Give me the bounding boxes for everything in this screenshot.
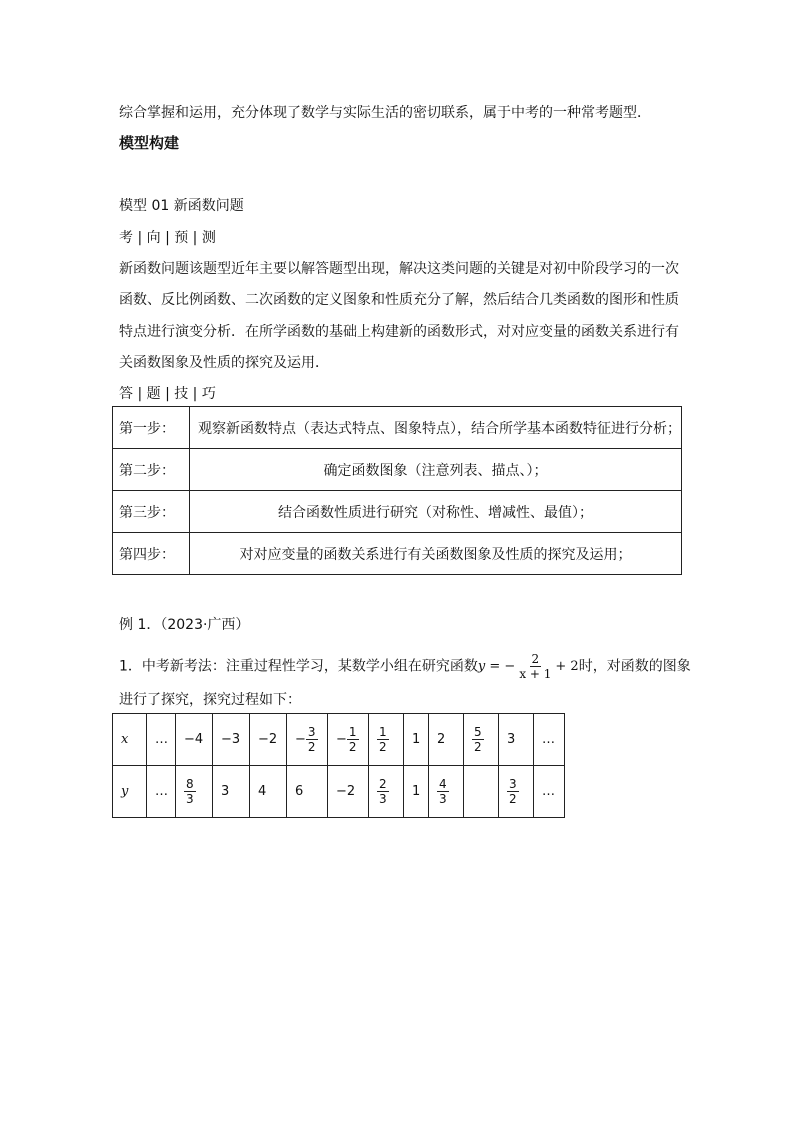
fraction-numerator: 1	[379, 725, 387, 739]
step-key: 第四步：	[113, 533, 190, 575]
forecast-label: 考 | 向 | 预 | 测	[119, 230, 216, 246]
problem-statement	[119, 652, 691, 681]
formula-lhs: y = −	[477, 658, 516, 674]
x-header: x	[113, 714, 147, 766]
problem-lead: 1．中考新考法：注重过程性学习，某数学小组在研究函数	[119, 658, 478, 675]
fraction-denominator: 2	[348, 740, 357, 754]
cell-fraction	[347, 725, 359, 754]
x-cell	[328, 714, 369, 766]
section-title: 模型构建	[119, 134, 180, 152]
step-row	[113, 449, 682, 491]
x-cell	[287, 714, 328, 766]
y-header: y	[113, 766, 147, 818]
fraction-numerator: 3	[509, 777, 517, 791]
cell-sign: −	[295, 732, 306, 747]
step-value: 对对应变量的函数关系进行有关函数图象及性质的探究及运用；	[190, 533, 682, 575]
y-cell: 4	[250, 766, 287, 818]
x-cell: 3	[499, 714, 534, 766]
y-cell: …	[534, 766, 565, 818]
fraction-denominator: 3	[439, 792, 447, 806]
y-cell: …	[147, 766, 176, 818]
step-row	[113, 491, 682, 533]
step-value: 观察新函数特点（表达式特点、图象特点），结合所学基本函数特征进行分析；	[190, 407, 682, 449]
steps-table	[112, 406, 682, 575]
x-cell: −2	[250, 714, 287, 766]
step-key: 第二步：	[113, 449, 190, 491]
fraction-numerator: 8	[186, 777, 194, 791]
fraction-denominator: 3	[379, 792, 387, 806]
forecast-line: 新函数问题该题型近年主要以解答题型出现，解决这类问题的关键是对初中阶段学习的一次	[119, 261, 679, 277]
x-cell: 1	[404, 714, 429, 766]
y-cell: 1	[404, 766, 429, 818]
x-cell: −3	[213, 714, 250, 766]
y-cell	[369, 766, 404, 818]
y-cell: 6	[287, 766, 328, 818]
y-cell	[464, 766, 499, 818]
fraction-numerator: 4	[439, 777, 447, 791]
x-cell: 2	[429, 714, 464, 766]
y-row	[113, 766, 565, 818]
cell-fraction	[507, 777, 519, 806]
function-formula	[478, 652, 579, 681]
step-key: 第一步：	[113, 407, 190, 449]
formula-fraction	[517, 652, 553, 681]
step-row	[113, 407, 682, 449]
cell-fraction	[437, 777, 449, 806]
step-row	[113, 533, 682, 575]
y-cell: 3	[213, 766, 250, 818]
step-value: 结合函数性质进行研究（对称性、增减性、最值）；	[190, 491, 682, 533]
problem-line2: 进行了探究，探究过程如下：	[119, 692, 301, 708]
fraction-denominator: 2	[509, 792, 517, 806]
formula-rhs: + 2	[555, 658, 579, 674]
cell-fraction	[472, 725, 484, 754]
fraction-denominator: 2	[474, 740, 482, 754]
model-title: 模型 01 新函数问题	[119, 198, 244, 214]
y-cell	[499, 766, 534, 818]
fraction-denominator: 2	[307, 740, 316, 754]
x-row	[113, 714, 565, 766]
fraction-numerator: 5	[474, 725, 482, 739]
fraction-denominator: 2	[379, 740, 387, 754]
step-value: 确定函数图象（注意列表、描点、）；	[190, 449, 682, 491]
step-key: 第三步：	[113, 491, 190, 533]
intro-line: 综合掌握和运用，充分体现了数学与实际生活的密切联系，属于中考的一种常考题型．	[119, 105, 651, 121]
x-cell: −4	[176, 714, 213, 766]
y-cell	[429, 766, 464, 818]
x-cell: …	[534, 714, 565, 766]
y-cell	[176, 766, 213, 818]
cell-fraction	[377, 777, 389, 806]
xy-value-table	[112, 713, 565, 818]
cell-sign: −	[336, 732, 347, 747]
cell-fraction	[377, 725, 389, 754]
cell-fraction	[184, 777, 196, 806]
x-cell: …	[147, 714, 176, 766]
fraction-numerator: 3	[307, 725, 316, 739]
problem-tail: 时，对函数的图象	[578, 658, 691, 675]
cell-fraction	[306, 725, 318, 754]
tips-label: 答 | 题 | 技 | 巧	[119, 386, 216, 402]
x-cell	[369, 714, 404, 766]
fraction-numerator: 2	[379, 777, 387, 791]
y-cell: −2	[328, 766, 369, 818]
fraction-denominator: x + 1	[519, 667, 552, 681]
fraction-numerator: 1	[348, 725, 357, 739]
forecast-line: 特点进行演变分析．在所学函数的基础上构建新的函数形式，对对应变量的函数关系进行有	[119, 324, 679, 340]
forecast-line: 函数、反比例函数、二次函数的定义图象和性质充分了解，然后结合几类函数的图形和性质	[119, 292, 679, 308]
example-title: 例 1．（2023·广西）	[119, 617, 250, 633]
forecast-line: 关函数图象及性质的探究及运用．	[119, 355, 329, 371]
x-cell	[464, 714, 499, 766]
fraction-numerator: 2	[531, 652, 540, 666]
fraction-denominator: 3	[186, 792, 194, 806]
